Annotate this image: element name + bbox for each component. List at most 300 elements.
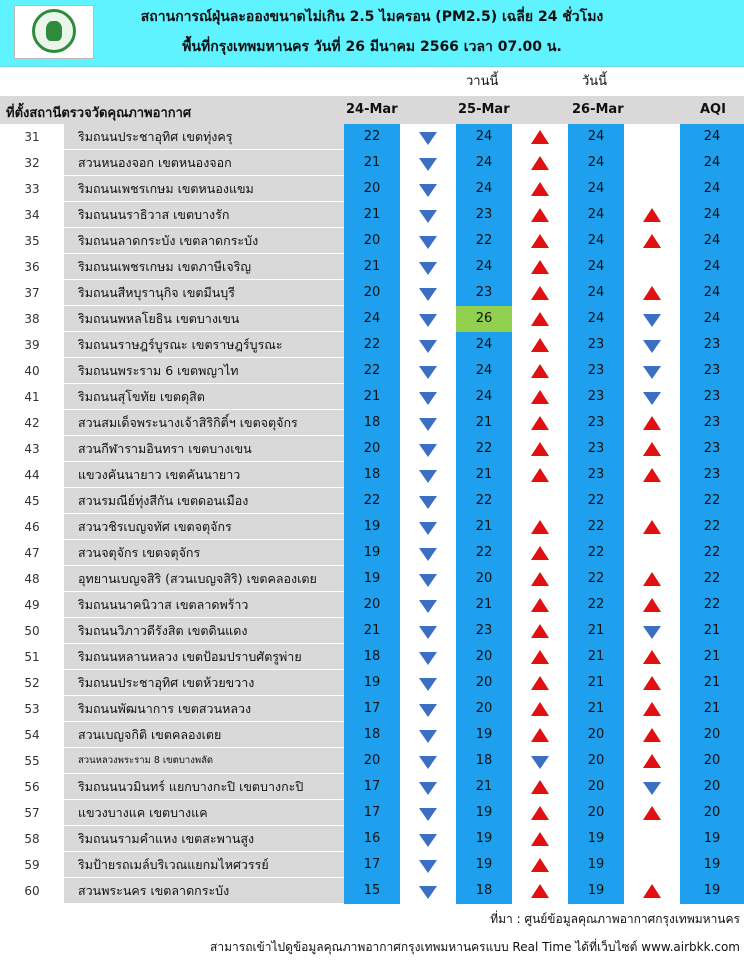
trend-down-icon <box>400 176 456 202</box>
source-note: ที่มา : ศูนย์ข้อมูลคุณภาพอากาศกรุงเทพมหานคร <box>490 912 740 926</box>
today-label: วันนี้ <box>582 74 608 89</box>
day3-value: 19 <box>587 831 605 846</box>
day1-value: 20 <box>363 181 381 196</box>
station-name: แขวงคันนายาว เขตคันนายาว <box>64 462 344 488</box>
trend-down-icon <box>400 748 456 774</box>
day2-column-header: 25-Mar <box>458 102 510 117</box>
day1-value: 21 <box>363 207 381 222</box>
day2-value: 19 <box>475 727 493 742</box>
trend-up-icon <box>512 540 568 566</box>
station-name: ริมป้ายรถเมล์บริเวณแยกมไหศวรรย์ <box>64 852 344 878</box>
trend-down-icon <box>400 150 456 176</box>
trend-down-icon <box>400 306 456 332</box>
station-name: สวนหนองจอก เขตหนองจอก <box>64 150 344 176</box>
station-number: 58 <box>24 832 40 846</box>
trend-up-icon <box>512 176 568 202</box>
day3-value: 24 <box>587 233 605 248</box>
day1-value: 17 <box>363 805 381 820</box>
trend-down-icon <box>400 436 456 462</box>
trend-up-icon <box>512 774 568 800</box>
aqi-value: 22 <box>703 519 721 534</box>
day2-value: 21 <box>475 415 493 430</box>
station-number: 60 <box>24 884 40 898</box>
trend-down-icon <box>400 332 456 358</box>
aqi-value: 19 <box>703 831 721 846</box>
day1-value: 17 <box>363 701 381 716</box>
day3-value: 21 <box>587 623 605 638</box>
trend-up-icon <box>512 592 568 618</box>
trend-up-icon <box>512 124 568 150</box>
trend-up-icon <box>512 800 568 826</box>
table-row <box>0 254 744 280</box>
trend-up-icon <box>624 566 680 592</box>
table-row <box>0 592 744 618</box>
day1-column-header: 24-Mar <box>346 102 398 117</box>
page-title: สถานการณ์ฝุ่นละอองขนาดไม่เกิน 2.5 ไมครอน (PM2.5) เฉลี่ย 24 ชั่วโมง <box>140 9 604 25</box>
day2-value: 23 <box>475 207 493 222</box>
station-name: สวนพระนคร เขตลาดกระบัง <box>64 878 344 904</box>
station-number: 32 <box>24 156 40 170</box>
day3-value: 23 <box>587 389 605 404</box>
station-name: ริมถนนพระราม 6 เขตพญาไท <box>64 358 344 384</box>
trend-down-icon <box>400 800 456 826</box>
station-number: 44 <box>24 468 40 482</box>
station-name: ริมถนนเพชรเกษม เขตหนองแขม <box>64 176 344 202</box>
day3-value: 20 <box>587 779 605 794</box>
station-name: ริมถนนหลานหลวง เขตป้อมปราบศัตรูพ่าย <box>64 644 344 670</box>
trend-up-icon <box>624 878 680 904</box>
day1-value: 17 <box>363 779 381 794</box>
trend-up-icon <box>512 670 568 696</box>
aqi-value: 20 <box>703 805 721 820</box>
station-number: 43 <box>24 442 40 456</box>
day2-value: 22 <box>475 441 493 456</box>
station-name: แขวงบางแค เขตบางแค <box>64 800 344 826</box>
day1-value: 22 <box>363 337 381 352</box>
trend-down-icon <box>400 254 456 280</box>
station-name: สวนจตุจักร เขตจตุจักร <box>64 540 344 566</box>
station-name: ริมถนนเพชรเกษม เขตภาษีเจริญ <box>64 254 344 280</box>
trend-up-icon <box>512 410 568 436</box>
trend-up-icon <box>624 696 680 722</box>
day1-value: 19 <box>363 571 381 586</box>
day2-value: 23 <box>475 285 493 300</box>
trend-down-icon <box>400 540 456 566</box>
day2-value: 22 <box>475 493 493 508</box>
table-row <box>0 852 744 878</box>
day1-value: 21 <box>363 155 381 170</box>
station-number: 59 <box>24 858 40 872</box>
trend-down-icon <box>400 618 456 644</box>
station-name: ริมถนนพหลโยธิน เขตบางเขน <box>64 306 344 332</box>
day1-value: 22 <box>363 493 381 508</box>
station-name: สวนหลวงพระราม 8 เขตบางพลัด <box>64 748 344 774</box>
trend-down-icon <box>400 696 456 722</box>
trend-up-icon <box>624 670 680 696</box>
day3-value: 21 <box>587 701 605 716</box>
trend-down-icon <box>400 228 456 254</box>
trend-up-icon <box>512 644 568 670</box>
trend-blank <box>512 488 568 514</box>
station-name: สวนกีฬารามอินทรา เขตบางเขน <box>64 436 344 462</box>
station-number: 53 <box>24 702 40 716</box>
table-row <box>0 670 744 696</box>
station-number: 49 <box>24 598 40 612</box>
trend-up-icon <box>512 514 568 540</box>
day2-value: 21 <box>475 597 493 612</box>
day3-value: 22 <box>587 571 605 586</box>
trend-up-icon <box>624 644 680 670</box>
trend-up-icon <box>512 254 568 280</box>
day3-value: 20 <box>587 753 605 768</box>
trend-up-icon <box>512 436 568 462</box>
day3-value: 20 <box>587 805 605 820</box>
day3-value: 24 <box>587 285 605 300</box>
trend-down-icon <box>400 878 456 904</box>
station-name: สวนสมเด็จพระนางเจ้าสิริกิติ์ฯ เขตจตุจักร <box>64 410 344 436</box>
day3-value: 23 <box>587 363 605 378</box>
table-row <box>0 566 744 592</box>
station-number: 56 <box>24 780 40 794</box>
trend-down-icon <box>400 852 456 878</box>
trend-up-icon <box>624 436 680 462</box>
aqi-value: 19 <box>703 857 721 872</box>
station-number: 55 <box>24 754 40 768</box>
day2-value: 21 <box>475 519 493 534</box>
trend-blank <box>624 488 680 514</box>
trend-down-icon <box>400 722 456 748</box>
station-name: ริมถนนนราธิวาส เขตบางรัก <box>64 202 344 228</box>
day2-value: 21 <box>475 779 493 794</box>
station-name: ริมถนนประชาอุทิศ เขตทุ่งครุ <box>64 124 344 150</box>
day1-value: 21 <box>363 623 381 638</box>
table-row <box>0 748 744 774</box>
trend-up-icon <box>624 462 680 488</box>
station-number: 48 <box>24 572 40 586</box>
trend-up-icon <box>624 280 680 306</box>
day3-value: 24 <box>587 129 605 144</box>
trend-down-icon <box>624 618 680 644</box>
day2-value: 22 <box>475 233 493 248</box>
day3-value: 24 <box>587 207 605 222</box>
day3-value: 21 <box>587 649 605 664</box>
station-number: 33 <box>24 182 40 196</box>
station-name: ริมถนนรามคำแหง เขตสะพานสูง <box>64 826 344 852</box>
day2-value: 20 <box>475 649 493 664</box>
aqi-value: 19 <box>703 883 721 898</box>
trend-up-icon <box>624 800 680 826</box>
table-row <box>0 228 744 254</box>
trend-up-icon <box>512 280 568 306</box>
trend-up-icon <box>512 332 568 358</box>
trend-down-icon <box>400 202 456 228</box>
trend-down-icon <box>512 748 568 774</box>
trend-up-icon <box>624 592 680 618</box>
day3-value: 20 <box>587 727 605 742</box>
aqi-value: 21 <box>703 623 721 638</box>
day2-value: 19 <box>475 805 493 820</box>
station-number: 37 <box>24 286 40 300</box>
aqi-value: 23 <box>703 389 721 404</box>
aqi-value: 23 <box>703 337 721 352</box>
station-name: สวนรมณีย์ทุ่งสีกัน เขตดอนเมือง <box>64 488 344 514</box>
trend-blank <box>624 254 680 280</box>
day2-value: 24 <box>475 337 493 352</box>
trend-up-icon <box>512 306 568 332</box>
station-name: ริมถนนสีหบุรานุกิจ เขตมีนบุรี <box>64 280 344 306</box>
day2-value: 24 <box>475 363 493 378</box>
station-name: ริมถนนนวมินทร์ แยกบางกะปิ เขตบางกะปิ <box>64 774 344 800</box>
day2-value: 24 <box>475 129 493 144</box>
table-row <box>0 514 744 540</box>
station-name: ริมถนนสุโขทัย เขตดุสิต <box>64 384 344 410</box>
station-number: 52 <box>24 676 40 690</box>
day3-value: 19 <box>587 883 605 898</box>
day3-value: 23 <box>587 415 605 430</box>
trend-up-icon <box>624 410 680 436</box>
trend-up-icon <box>512 462 568 488</box>
day2-value: 24 <box>475 389 493 404</box>
trend-blank <box>624 124 680 150</box>
station-name: ริมถนนลาดกระบัง เขตลาดกระบัง <box>64 228 344 254</box>
trend-down-icon <box>400 826 456 852</box>
day1-value: 18 <box>363 467 381 482</box>
aqi-value: 21 <box>703 675 721 690</box>
day1-value: 20 <box>363 285 381 300</box>
day1-value: 17 <box>363 857 381 872</box>
trend-down-icon <box>624 358 680 384</box>
day1-value: 16 <box>363 831 381 846</box>
trend-up-icon <box>512 358 568 384</box>
bma-logo <box>14 5 94 59</box>
day1-value: 20 <box>363 597 381 612</box>
day1-value: 20 <box>363 753 381 768</box>
station-number: 36 <box>24 260 40 274</box>
station-number: 50 <box>24 624 40 638</box>
website-note: สามารถเข้าไปดูข้อมูลคุณภาพอากาศกรุงเทพมหานครแบบ Real Time ได้ที่เว็บไซต์ www.airbkk.com <box>210 940 740 954</box>
day2-value: 18 <box>475 883 493 898</box>
station-number: 57 <box>24 806 40 820</box>
trend-up-icon <box>512 722 568 748</box>
station-name: ริมถนนประชาอุทิศ เขตห้วยขวาง <box>64 670 344 696</box>
trend-down-icon <box>400 410 456 436</box>
day2-value: 24 <box>475 259 493 274</box>
day3-value: 23 <box>587 337 605 352</box>
table-row <box>0 410 744 436</box>
day2-value: 22 <box>475 545 493 560</box>
day1-value: 18 <box>363 649 381 664</box>
station-number: 51 <box>24 650 40 664</box>
trend-down-icon <box>400 124 456 150</box>
trend-up-icon <box>624 722 680 748</box>
aqi-value: 24 <box>703 285 721 300</box>
day3-value: 22 <box>587 545 605 560</box>
day1-value: 21 <box>363 259 381 274</box>
trend-blank <box>624 150 680 176</box>
day2-value: 20 <box>475 675 493 690</box>
aqi-value: 21 <box>703 701 721 716</box>
trend-up-icon <box>512 696 568 722</box>
trend-down-icon <box>400 488 456 514</box>
aqi-value: 23 <box>703 415 721 430</box>
aqi-value: 24 <box>703 155 721 170</box>
day3-value: 19 <box>587 857 605 872</box>
station-name: ริมถนนพัฒนาการ เขตสวนหลวง <box>64 696 344 722</box>
station-number: 35 <box>24 234 40 248</box>
trend-down-icon <box>400 514 456 540</box>
station-number: 38 <box>24 312 40 326</box>
table-row <box>0 436 744 462</box>
trend-up-icon <box>512 826 568 852</box>
aqi-column-header: AQI <box>700 102 726 117</box>
table-row <box>0 826 744 852</box>
day2-value: 18 <box>475 753 493 768</box>
table-row <box>0 332 744 358</box>
aqi-value: 20 <box>703 727 721 742</box>
table-row <box>0 488 744 514</box>
trend-blank <box>624 176 680 202</box>
day1-value: 24 <box>363 311 381 326</box>
day1-value: 19 <box>363 675 381 690</box>
station-name: สวนวชิรเบญจทัศ เขตจตุจักร <box>64 514 344 540</box>
trend-blank <box>624 540 680 566</box>
table-row <box>0 722 744 748</box>
aqi-value: 22 <box>703 571 721 586</box>
day1-value: 20 <box>363 441 381 456</box>
station-number: 34 <box>24 208 40 222</box>
trend-down-icon <box>400 462 456 488</box>
table-row <box>0 176 744 202</box>
trend-down-icon <box>400 774 456 800</box>
day3-value: 23 <box>587 467 605 482</box>
station-number: 31 <box>24 130 40 144</box>
day2-value: 20 <box>475 701 493 716</box>
table-row <box>0 618 744 644</box>
station-number: 40 <box>24 364 40 378</box>
trend-down-icon <box>400 644 456 670</box>
aqi-value: 23 <box>703 467 721 482</box>
table-row <box>0 202 744 228</box>
day2-value: 24 <box>475 181 493 196</box>
station-column-header: ที่ตั้งสถานีตรวจวัดคุณภาพอากาศ <box>6 106 192 121</box>
day1-value: 22 <box>363 129 381 144</box>
trend-up-icon <box>512 878 568 904</box>
aqi-value: 24 <box>703 181 721 196</box>
day2-value: 19 <box>475 857 493 872</box>
station-name: ริมถนนวิภาวดีรังสิต เขตดินแดง <box>64 618 344 644</box>
day3-column-header: 26-Mar <box>572 102 624 117</box>
aqi-value: 22 <box>703 493 721 508</box>
aqi-value: 22 <box>703 545 721 560</box>
station-number: 39 <box>24 338 40 352</box>
trend-up-icon <box>512 566 568 592</box>
aqi-value: 24 <box>703 129 721 144</box>
table-row <box>0 878 744 904</box>
day1-value: 19 <box>363 519 381 534</box>
trend-down-icon <box>400 670 456 696</box>
trend-down-icon <box>624 774 680 800</box>
trend-down-icon <box>400 566 456 592</box>
table-row <box>0 774 744 800</box>
trend-down-icon <box>400 358 456 384</box>
day2-value: 23 <box>475 623 493 638</box>
trend-up-icon <box>624 228 680 254</box>
table-row <box>0 800 744 826</box>
day3-value: 22 <box>587 493 605 508</box>
day2-value: 26 <box>456 306 512 332</box>
aqi-value: 22 <box>703 597 721 612</box>
trend-up-icon <box>512 852 568 878</box>
trend-down-icon <box>400 280 456 306</box>
trend-up-icon <box>624 514 680 540</box>
table-row <box>0 124 744 150</box>
day1-value: 20 <box>363 233 381 248</box>
station-number: 46 <box>24 520 40 534</box>
aqi-value: 24 <box>703 233 721 248</box>
station-number: 42 <box>24 416 40 430</box>
station-name: สวนเบญจกิติ เขตคลองเตย <box>64 722 344 748</box>
trend-up-icon <box>624 202 680 228</box>
day1-value: 22 <box>363 363 381 378</box>
trend-blank <box>624 852 680 878</box>
station-name: ริมถนนนาคนิวาส เขตลาดพร้าว <box>64 592 344 618</box>
day1-value: 18 <box>363 415 381 430</box>
trend-up-icon <box>512 384 568 410</box>
aqi-value: 24 <box>703 259 721 274</box>
day2-value: 21 <box>475 467 493 482</box>
day3-value: 24 <box>587 259 605 274</box>
table-row <box>0 696 744 722</box>
trend-blank <box>624 826 680 852</box>
station-name: อุทยานเบญจสิริ (สวนเบญจสิริ) เขตคลองเตย <box>64 566 344 592</box>
trend-down-icon <box>624 332 680 358</box>
table-row <box>0 540 744 566</box>
day3-value: 21 <box>587 675 605 690</box>
trend-down-icon <box>400 592 456 618</box>
aqi-value: 23 <box>703 441 721 456</box>
aqi-value: 20 <box>703 753 721 768</box>
trend-up-icon <box>512 202 568 228</box>
trend-down-icon <box>400 384 456 410</box>
trend-up-icon <box>512 618 568 644</box>
day2-value: 19 <box>475 831 493 846</box>
trend-up-icon <box>624 748 680 774</box>
table-row <box>0 306 744 332</box>
table-row <box>0 280 744 306</box>
trend-up-icon <box>512 228 568 254</box>
table-row <box>0 384 744 410</box>
aqi-value: 21 <box>703 649 721 664</box>
station-name: ริมถนนราษฎร์บูรณะ เขตราษฎร์บูรณะ <box>64 332 344 358</box>
trend-down-icon <box>624 384 680 410</box>
station-number: 54 <box>24 728 40 742</box>
day3-value: 22 <box>587 519 605 534</box>
day1-value: 19 <box>363 545 381 560</box>
yesterday-label: วานนี้ <box>466 74 499 89</box>
day1-value: 18 <box>363 727 381 742</box>
station-number: 47 <box>24 546 40 560</box>
column-header-row <box>0 96 744 124</box>
aqi-value: 24 <box>703 311 721 326</box>
day3-value: 24 <box>587 311 605 326</box>
day3-value: 23 <box>587 441 605 456</box>
station-number: 41 <box>24 390 40 404</box>
trend-down-icon <box>624 306 680 332</box>
day1-value: 15 <box>363 883 381 898</box>
table-row <box>0 462 744 488</box>
day2-value: 20 <box>475 571 493 586</box>
page-subtitle: พื้นที่กรุงเทพมหานคร วันที่ 26 มีนาคม 2566 เวลา 07.00 น. <box>182 39 562 55</box>
